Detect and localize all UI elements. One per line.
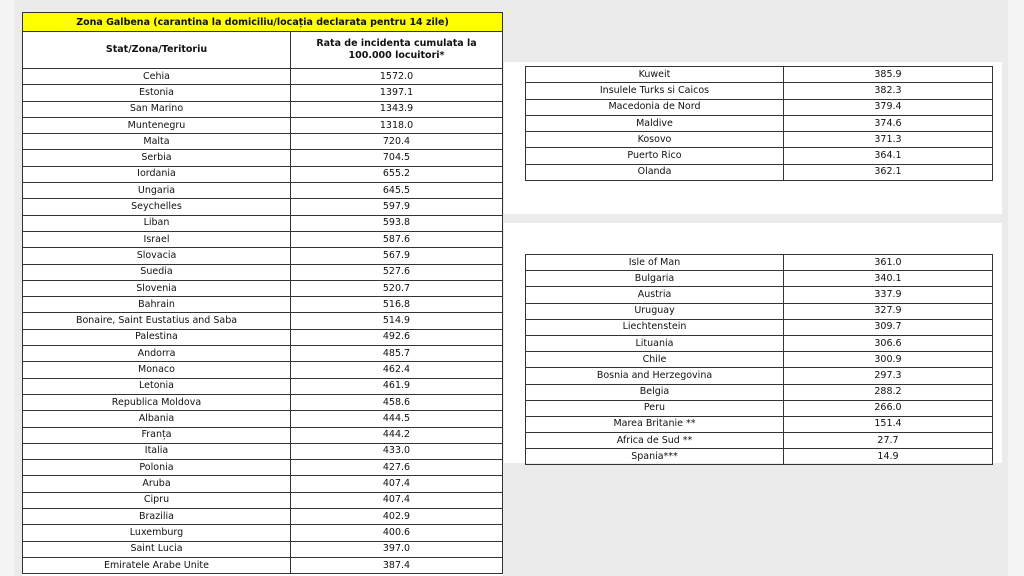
country-cell: Seychelles xyxy=(23,199,291,215)
country-cell: Peru xyxy=(526,400,784,416)
incidence-rate-cell: 527.6 xyxy=(291,264,503,280)
country-cell: Liechtenstein xyxy=(526,319,784,335)
country-cell: Kuweit xyxy=(526,67,784,83)
country-cell: Palestina xyxy=(23,329,291,345)
yellow-zone-main-table xyxy=(22,12,503,574)
table-row xyxy=(23,427,503,443)
yellow-zone-main-table-panel xyxy=(22,12,503,576)
table-row xyxy=(526,384,993,400)
incidence-rate-cell: 151.4 xyxy=(784,416,993,432)
table-row xyxy=(23,280,503,296)
column-header-incidence-line1: Rata de incidenta cumulata la xyxy=(316,38,477,49)
country-cell: Letonia xyxy=(23,378,291,394)
country-cell: Muntenegru xyxy=(23,117,291,133)
table-row xyxy=(526,433,993,449)
incidence-rate-cell: 379.4 xyxy=(784,99,993,115)
country-cell: Saint Lucia xyxy=(23,541,291,557)
incidence-rate-cell: 704.5 xyxy=(291,150,503,166)
background-stripe xyxy=(1008,0,1024,576)
table-row xyxy=(23,117,503,133)
table-row xyxy=(526,148,993,164)
country-cell: Bosnia and Herzegovina xyxy=(526,368,784,384)
incidence-rate-cell: 1572.0 xyxy=(291,69,503,85)
table-row xyxy=(526,400,993,416)
table-row xyxy=(23,248,503,264)
country-cell: Kosovo xyxy=(526,132,784,148)
country-cell: Israel xyxy=(23,231,291,247)
table-row xyxy=(526,319,993,335)
incidence-rate-cell: 266.0 xyxy=(784,400,993,416)
table-row xyxy=(23,297,503,313)
incidence-rate-cell: 407.4 xyxy=(291,476,503,492)
incidence-rate-cell: 402.9 xyxy=(291,509,503,525)
incidence-rate-cell: 361.0 xyxy=(784,255,993,271)
country-cell: Emiratele Arabe Unite xyxy=(23,557,291,573)
country-cell: Cehia xyxy=(23,69,291,85)
table-row xyxy=(526,164,993,180)
incidence-rate-cell: 288.2 xyxy=(784,384,993,400)
column-header-incidence-rate xyxy=(291,32,503,69)
country-cell: Belgia xyxy=(526,384,784,400)
incidence-rate-cell: 593.8 xyxy=(291,215,503,231)
incidence-rate-cell: 462.4 xyxy=(291,362,503,378)
table-row xyxy=(23,476,503,492)
incidence-rate-cell: 374.6 xyxy=(784,115,993,131)
country-cell: Puerto Rico xyxy=(526,148,784,164)
incidence-rate-cell: 514.9 xyxy=(291,313,503,329)
yellow-zone-banner: Zona Galbena (carantina la domiciliu/locația declarata pentru 14 zile) xyxy=(23,13,503,32)
table-row xyxy=(23,525,503,541)
table-row xyxy=(23,150,503,166)
incidence-rate-cell: 720.4 xyxy=(291,134,503,150)
incidence-rate-cell: 397.0 xyxy=(291,541,503,557)
incidence-rate-cell: 14.9 xyxy=(784,449,993,465)
table-row xyxy=(23,166,503,182)
country-cell: Bahrain xyxy=(23,297,291,313)
table-row xyxy=(23,492,503,508)
incidence-rate-cell: 645.5 xyxy=(291,183,503,199)
country-cell: Franța xyxy=(23,427,291,443)
country-cell: Isle of Man xyxy=(526,255,784,271)
country-cell: Bonaire, Saint Eustatius and Saba xyxy=(23,313,291,329)
incidence-rate-cell: 1397.1 xyxy=(291,85,503,101)
country-cell: Republica Moldova xyxy=(23,394,291,410)
country-cell: Liban xyxy=(23,215,291,231)
incidence-rate-cell: 300.9 xyxy=(784,352,993,368)
incidence-rate-cell: 1343.9 xyxy=(291,101,503,117)
incidence-rate-cell: 1318.0 xyxy=(291,117,503,133)
table-row xyxy=(526,287,993,303)
country-cell: Uruguay xyxy=(526,303,784,319)
country-cell: Chile xyxy=(526,352,784,368)
incidence-rate-cell: 27.7 xyxy=(784,433,993,449)
incidence-rate-cell: 444.5 xyxy=(291,411,503,427)
incidence-rate-cell: 597.9 xyxy=(291,199,503,215)
incidence-rate-cell: 444.2 xyxy=(291,427,503,443)
incidence-rate-cell: 327.9 xyxy=(784,303,993,319)
table-row xyxy=(23,199,503,215)
incidence-rate-cell: 362.1 xyxy=(784,164,993,180)
bottom-right-table-panel xyxy=(504,223,1002,463)
bottom-right-table xyxy=(525,254,993,465)
incidence-rate-cell: 492.6 xyxy=(291,329,503,345)
country-cell: Slovenia xyxy=(23,280,291,296)
table-row xyxy=(23,509,503,525)
table-row xyxy=(526,115,993,131)
country-cell: Andorra xyxy=(23,346,291,362)
table-row xyxy=(526,83,993,99)
main-table-body xyxy=(23,69,503,574)
incidence-rate-cell: 427.6 xyxy=(291,460,503,476)
country-cell: Estonia xyxy=(23,85,291,101)
country-cell: Aruba xyxy=(23,476,291,492)
incidence-rate-cell: 485.7 xyxy=(291,346,503,362)
table-row xyxy=(23,378,503,394)
country-cell: Ungaria xyxy=(23,183,291,199)
incidence-rate-cell: 387.4 xyxy=(291,557,503,573)
table-row xyxy=(23,183,503,199)
incidence-rate-cell: 306.6 xyxy=(784,335,993,351)
table-row xyxy=(23,313,503,329)
table-row xyxy=(23,85,503,101)
table-row xyxy=(23,215,503,231)
table-row xyxy=(23,101,503,117)
incidence-rate-cell: 371.3 xyxy=(784,132,993,148)
table-row xyxy=(23,329,503,345)
top-right-table-body xyxy=(526,67,993,181)
table-row xyxy=(526,255,993,271)
table-row xyxy=(23,460,503,476)
country-cell: Lituania xyxy=(526,335,784,351)
table-row xyxy=(526,99,993,115)
incidence-rate-cell: 520.7 xyxy=(291,280,503,296)
bottom-right-table-body xyxy=(526,255,993,465)
top-right-table xyxy=(525,66,993,181)
table-row xyxy=(23,362,503,378)
table-row xyxy=(526,335,993,351)
incidence-rate-cell: 340.1 xyxy=(784,271,993,287)
country-cell: Olanda xyxy=(526,164,784,180)
table-row xyxy=(526,352,993,368)
background-stripe xyxy=(0,0,14,576)
table-row xyxy=(23,443,503,459)
country-cell: Luxemburg xyxy=(23,525,291,541)
table-row xyxy=(23,264,503,280)
country-cell: Polonia xyxy=(23,460,291,476)
country-cell: Maldive xyxy=(526,115,784,131)
country-cell: Austria xyxy=(526,287,784,303)
country-cell: San Marino xyxy=(23,101,291,117)
table-row xyxy=(526,132,993,148)
table-row xyxy=(526,368,993,384)
table-row xyxy=(526,303,993,319)
table-row xyxy=(23,134,503,150)
country-cell: Africa de Sud ** xyxy=(526,433,784,449)
incidence-rate-cell: 382.3 xyxy=(784,83,993,99)
table-row xyxy=(23,69,503,85)
country-cell: Malta xyxy=(23,134,291,150)
table-row xyxy=(526,271,993,287)
country-cell: Italia xyxy=(23,443,291,459)
incidence-rate-cell: 516.8 xyxy=(291,297,503,313)
table-row xyxy=(526,449,993,465)
country-cell: Macedonia de Nord xyxy=(526,99,784,115)
table-row xyxy=(23,346,503,362)
top-right-table-panel xyxy=(504,62,1002,214)
incidence-rate-cell: 297.3 xyxy=(784,368,993,384)
incidence-rate-cell: 364.1 xyxy=(784,148,993,164)
incidence-rate-cell: 655.2 xyxy=(291,166,503,182)
country-cell: Cipru xyxy=(23,492,291,508)
country-cell: Brazilia xyxy=(23,509,291,525)
table-row xyxy=(23,394,503,410)
incidence-rate-cell: 587.6 xyxy=(291,231,503,247)
table-row xyxy=(526,67,993,83)
table-row xyxy=(23,231,503,247)
incidence-rate-cell: 337.9 xyxy=(784,287,993,303)
table-row xyxy=(23,411,503,427)
incidence-rate-cell: 458.6 xyxy=(291,394,503,410)
incidence-rate-cell: 433.0 xyxy=(291,443,503,459)
incidence-rate-cell: 400.6 xyxy=(291,525,503,541)
country-cell: Spania*** xyxy=(526,449,784,465)
country-cell: Suedia xyxy=(23,264,291,280)
country-cell: Slovacia xyxy=(23,248,291,264)
country-cell: Insulele Turks si Caicos xyxy=(526,83,784,99)
country-cell: Marea Britanie ** xyxy=(526,416,784,432)
incidence-rate-cell: 567.9 xyxy=(291,248,503,264)
country-cell: Monaco xyxy=(23,362,291,378)
incidence-rate-cell: 309.7 xyxy=(784,319,993,335)
country-cell: Iordania xyxy=(23,166,291,182)
incidence-rate-cell: 407.4 xyxy=(291,492,503,508)
table-row xyxy=(23,557,503,573)
column-header-incidence-line2: 100.000 locuitori* xyxy=(348,50,445,61)
country-cell: Serbia xyxy=(23,150,291,166)
country-cell: Bulgaria xyxy=(526,271,784,287)
table-row xyxy=(23,541,503,557)
column-header-country: Stat/Zona/Teritoriu xyxy=(23,32,291,69)
country-cell: Albania xyxy=(23,411,291,427)
incidence-rate-cell: 461.9 xyxy=(291,378,503,394)
incidence-rate-cell: 385.9 xyxy=(784,67,993,83)
table-row xyxy=(526,416,993,432)
